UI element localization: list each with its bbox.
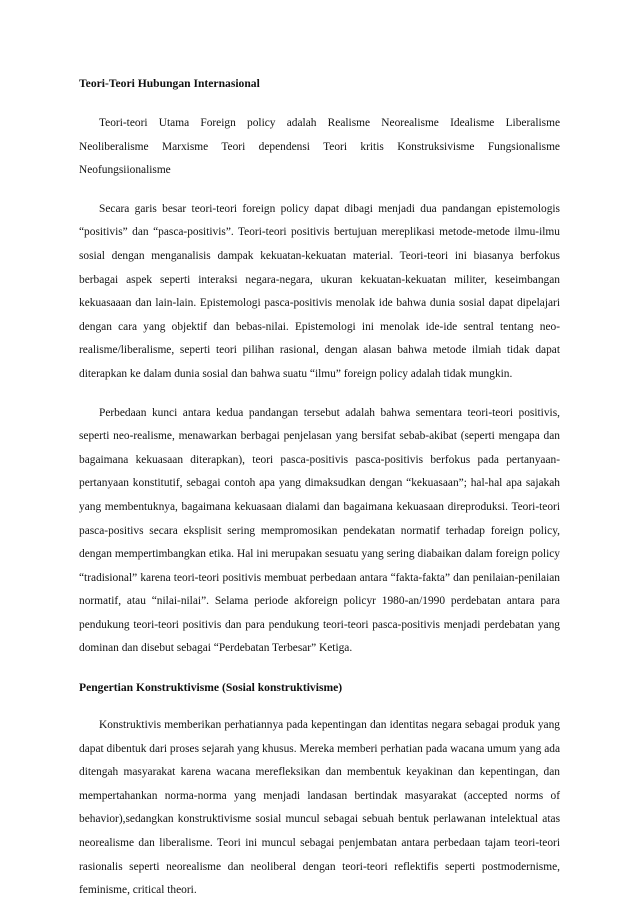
paragraph-garis-besar: Secara garis besar teori-teori foreign policy dapat dibagi menjadi dua pandangan epistemologis “positivis” dan “pasca-positivis”. Teori-teori positivis bertujuan mereplikasi metode-metode ilmu-ilmu sosial dengan menganalisis dampak kekuatan-kekuatan material. Teori-teori ini biasanya berfokus berbagai aspek seperti interaksi negara-negara, ukuran kekuatan-kekuatan militer, keseimbangan kekuasaaan dan lain-lain. Epistemologi pasca-positivis menolak ide bahwa dunia sosial dapat dipelajari dengan cara yang objektif dan bebas-nilai. Epistemologi ini menolak ide-ide sentral tentang neo-realisme/liberalisme, seperti teori pilihan rasional, dengan alasan bahwa metode ilmiah tidak dapat diterapkan ke dalam dunia sosial dan bahwa suatu “ilmu” foreign policy adalah tidak mungkin.: [79, 202, 560, 380]
heading-teori-teori-hubungan-internasional: Teori-Teori Hubungan Internasional: [79, 77, 260, 90]
paragraph-perbedaan-kunci: Perbedaan kunci antara kedua pandangan tersebut adalah bahwa sementara teori-teori positivis, seperti neo-realisme, menawarkan berbagai penjelasan yang bersifat sebab-akibat (seperti mengapa dan bagaimana kekuasaan diterapkan), teori pasca-positivis pasca-positivis berfokus pada pertanyaan-pertanyaan konstitutif, sebagai contoh apa yang dimaksudkan dengan “kekuasaan”; hal-hal apa sajakah yang membentuknya, bagaimana kekuasaan dialami dan bagaimana kekuasaan direproduksi. Teori-teori pasca-positivs secara eksplisit sering mempromosikan pendekatan normatif terhadap foreign policy, dengan mempertimbangkan etika. Hal ini merupakan sesuatu yang sering diabaikan dalam foreign policy “tradisional” karena teori-teori positivis membuat perbedaan antara “fakta-fakta” dan penilaian-penilaian normatif, atau “nilai-nilai”. Selama periode akforeign policyr 1980-an/1990 perdebatan antara para pendukung teori-teori positivis dan para pendukung teori-teori pasca-positivis menjadi perdebatan yang dominan dan disebut sebagai “Perdebatan Terbesar” Ketiga.: [79, 406, 560, 655]
heading-pengertian-konstruktivisme: Pengertian Konstruktivisme (Sosial konstruktivisme): [79, 681, 343, 695]
paragraph-teori-utama: Teori-teori Utama Foreign policy adalah Realisme Neorealisme Idealisme Liberalisme Neoliberalisme Marxisme Teori dependensi Teori kritis Konstruksivisme Fungsionalisme Neofungsiionalisme: [79, 117, 560, 177]
paragraph-konstruktivis: Konstruktivis memberikan perhatiannya pada kepentingan dan identitas negara sebagai produk yang dapat dibentuk dari proses sejarah yang khusus. Mereka memberi perhatian pada wacana umum yang ada ditengah masyarakat karena wacana merefleksikan dan membentuk keyakinan dan kepentingan, dan mempertahankan norma-norma yang menjadi landasan bertindak masyarakat (accepted norms of behavior),sedangkan konstruktivisme sosial muncul sebagai sebuah bentuk perlawanan intelektual atas neorealisme dan liberalisme. Teori ini muncul sebagai penjembatan antara perbedaan tajam teori-teori rasionalis seperti neorealisme dan neoliberal dengan teori-teori reflektifis seperti postmodernisme, feminisme, critical theori.: [79, 719, 560, 897]
